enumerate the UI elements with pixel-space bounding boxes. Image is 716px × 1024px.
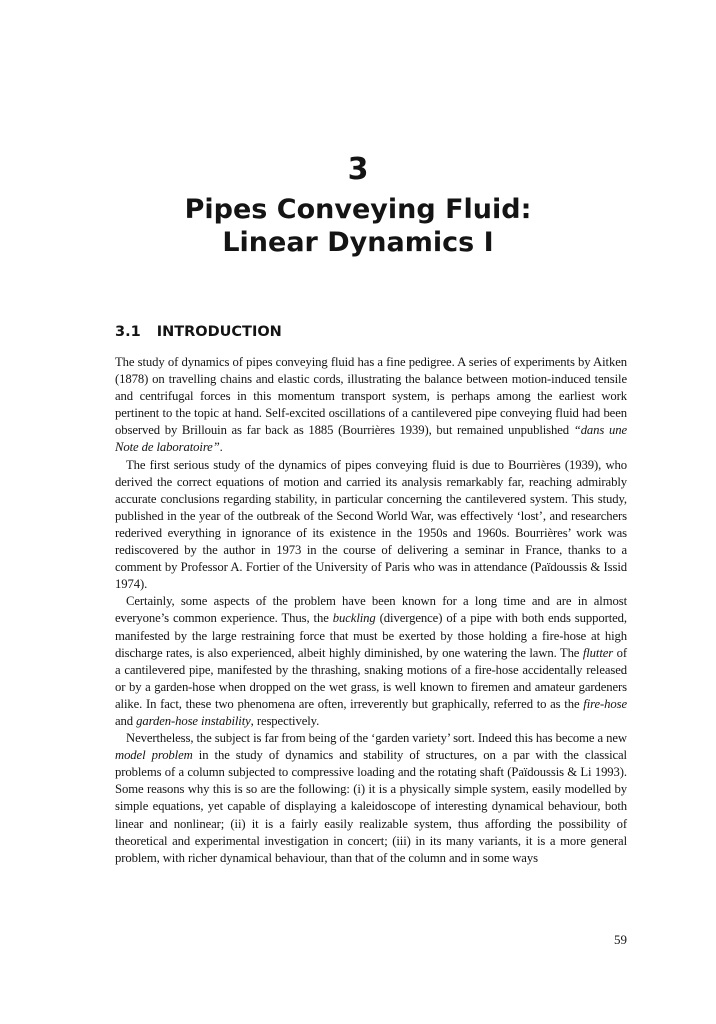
- paragraph-2: The first serious study of the dynamics of pipes conveying fluid is due to Bourrières (1939), who derived the correct equations of motion and carried its analysis remarkably far, reaching admirably accurate conclusions regarding stability, in particular concerning the cantilevered system. This study, published in the year of the outbreak of the Second World War, was effectively ‘lost’, and researchers rederived everything in ignorance of its existence in the 1950s and 1960s. Bourrières’ work was rediscovered by the author in 1973 in the course of delivering a seminar in France, thanks to a comment by Professor A. Fortier of the University of Paris who was in attendance (Païdoussis & Issid 1974).: [115, 457, 627, 592]
- paragraph-3-emphasis-buckling: buckling: [332, 611, 376, 626]
- paragraph-4-text-a: Nevertheless, the subject is far from being of the ‘garden variety’ sort. Indeed this has become a new: [126, 731, 627, 746]
- paragraph-3-emphasis-flutter: flutter: [582, 645, 614, 660]
- paragraph-1: [115, 354, 627, 457]
- paragraph-1-text-a: The study of dynamics of pipes conveying fluid has a fine pedigree. A series of experiments by Aitken (1878) on travelling chains and elastic cords, illustrating the balance between motion-induced tensile and centrifugal forces in this momentum transport system, is perhaps among the earliest work pertinent to the topic at hand. Self-excited oscillations of a cantilevered pipe conveying fluid had been observed by Brillouin as far back as 1885 (Bourrières 1939), but remained unpublished: [115, 355, 627, 438]
- paragraph-4-text-b: in the study of dynamics and stability of structures, on a par with the classical problems of a column subjected to compressive loading and the rotating shaft (Païdoussis & Li 1993). Some reasons why this is so are the following: (i) it is a physically simple system, easily modelled by simple equations, yet capable of displaying a kaleidoscope of interesting dynamical behaviour, both linear and nonlinear; (ii) it is a fairly easily realizable system, thus affording the possibility of theoretical and experimental investigation in concert; (iii) in its many variants, it is a more general problem, with richer dynamical behaviour, than that of the column and in some ways: [115, 748, 627, 865]
- paragraph-1-quote: “dans une Note de laboratoire”: [115, 423, 627, 455]
- paragraph-3-text-a: Certainly, some aspects of the problem have been known for a long time and are in almost everyone’s common experience. Thus, the: [115, 594, 627, 626]
- section-title: INTRODUCTION: [156, 324, 282, 340]
- page-number: 59: [614, 932, 627, 947]
- paragraph-3: [115, 593, 627, 730]
- paragraph-4: [115, 730, 627, 867]
- chapter-title-line-2: Linear Dynamics I: [222, 227, 494, 258]
- paragraph-3-emphasis-fire-hose: fire-hose: [583, 696, 627, 711]
- paragraph-3-text-c: of a cantilevered pipe, manifested by the thrashing, snaking motions of a fire-hose accidentally released or by a garden-hose when dropped on the wet grass, is well known to firemen and amateur gardeners alike. In fact, these two phenomena are often, irreverently but graphically, referred to as the: [115, 645, 627, 711]
- paragraph-4-emphasis-model-problem: model problem: [115, 748, 193, 763]
- body-text: [115, 354, 627, 867]
- chapter-title-line-1: Pipes Conveying Fluid:: [184, 194, 532, 225]
- chapter-number: 3: [347, 152, 369, 187]
- paragraph-3-emphasis-garden-hose: garden-hose instability: [136, 713, 251, 728]
- section-number: 3.1: [115, 324, 141, 340]
- paragraph-3-text-e: , respectively.: [250, 713, 320, 728]
- section-heading: [115, 323, 615, 341]
- chapter-title: [0, 193, 716, 259]
- paragraph-3-text-b: (divergence) of a pipe with both ends supported, manifested by the large restraining force that must be exerted by those holding a fire-hose at high discharge rates, is also experienced, albeit highly diminished, by one watering the lawn. The: [115, 611, 627, 660]
- paragraph-1-text-b: .: [219, 440, 223, 455]
- paragraph-3-text-d: and: [115, 713, 137, 728]
